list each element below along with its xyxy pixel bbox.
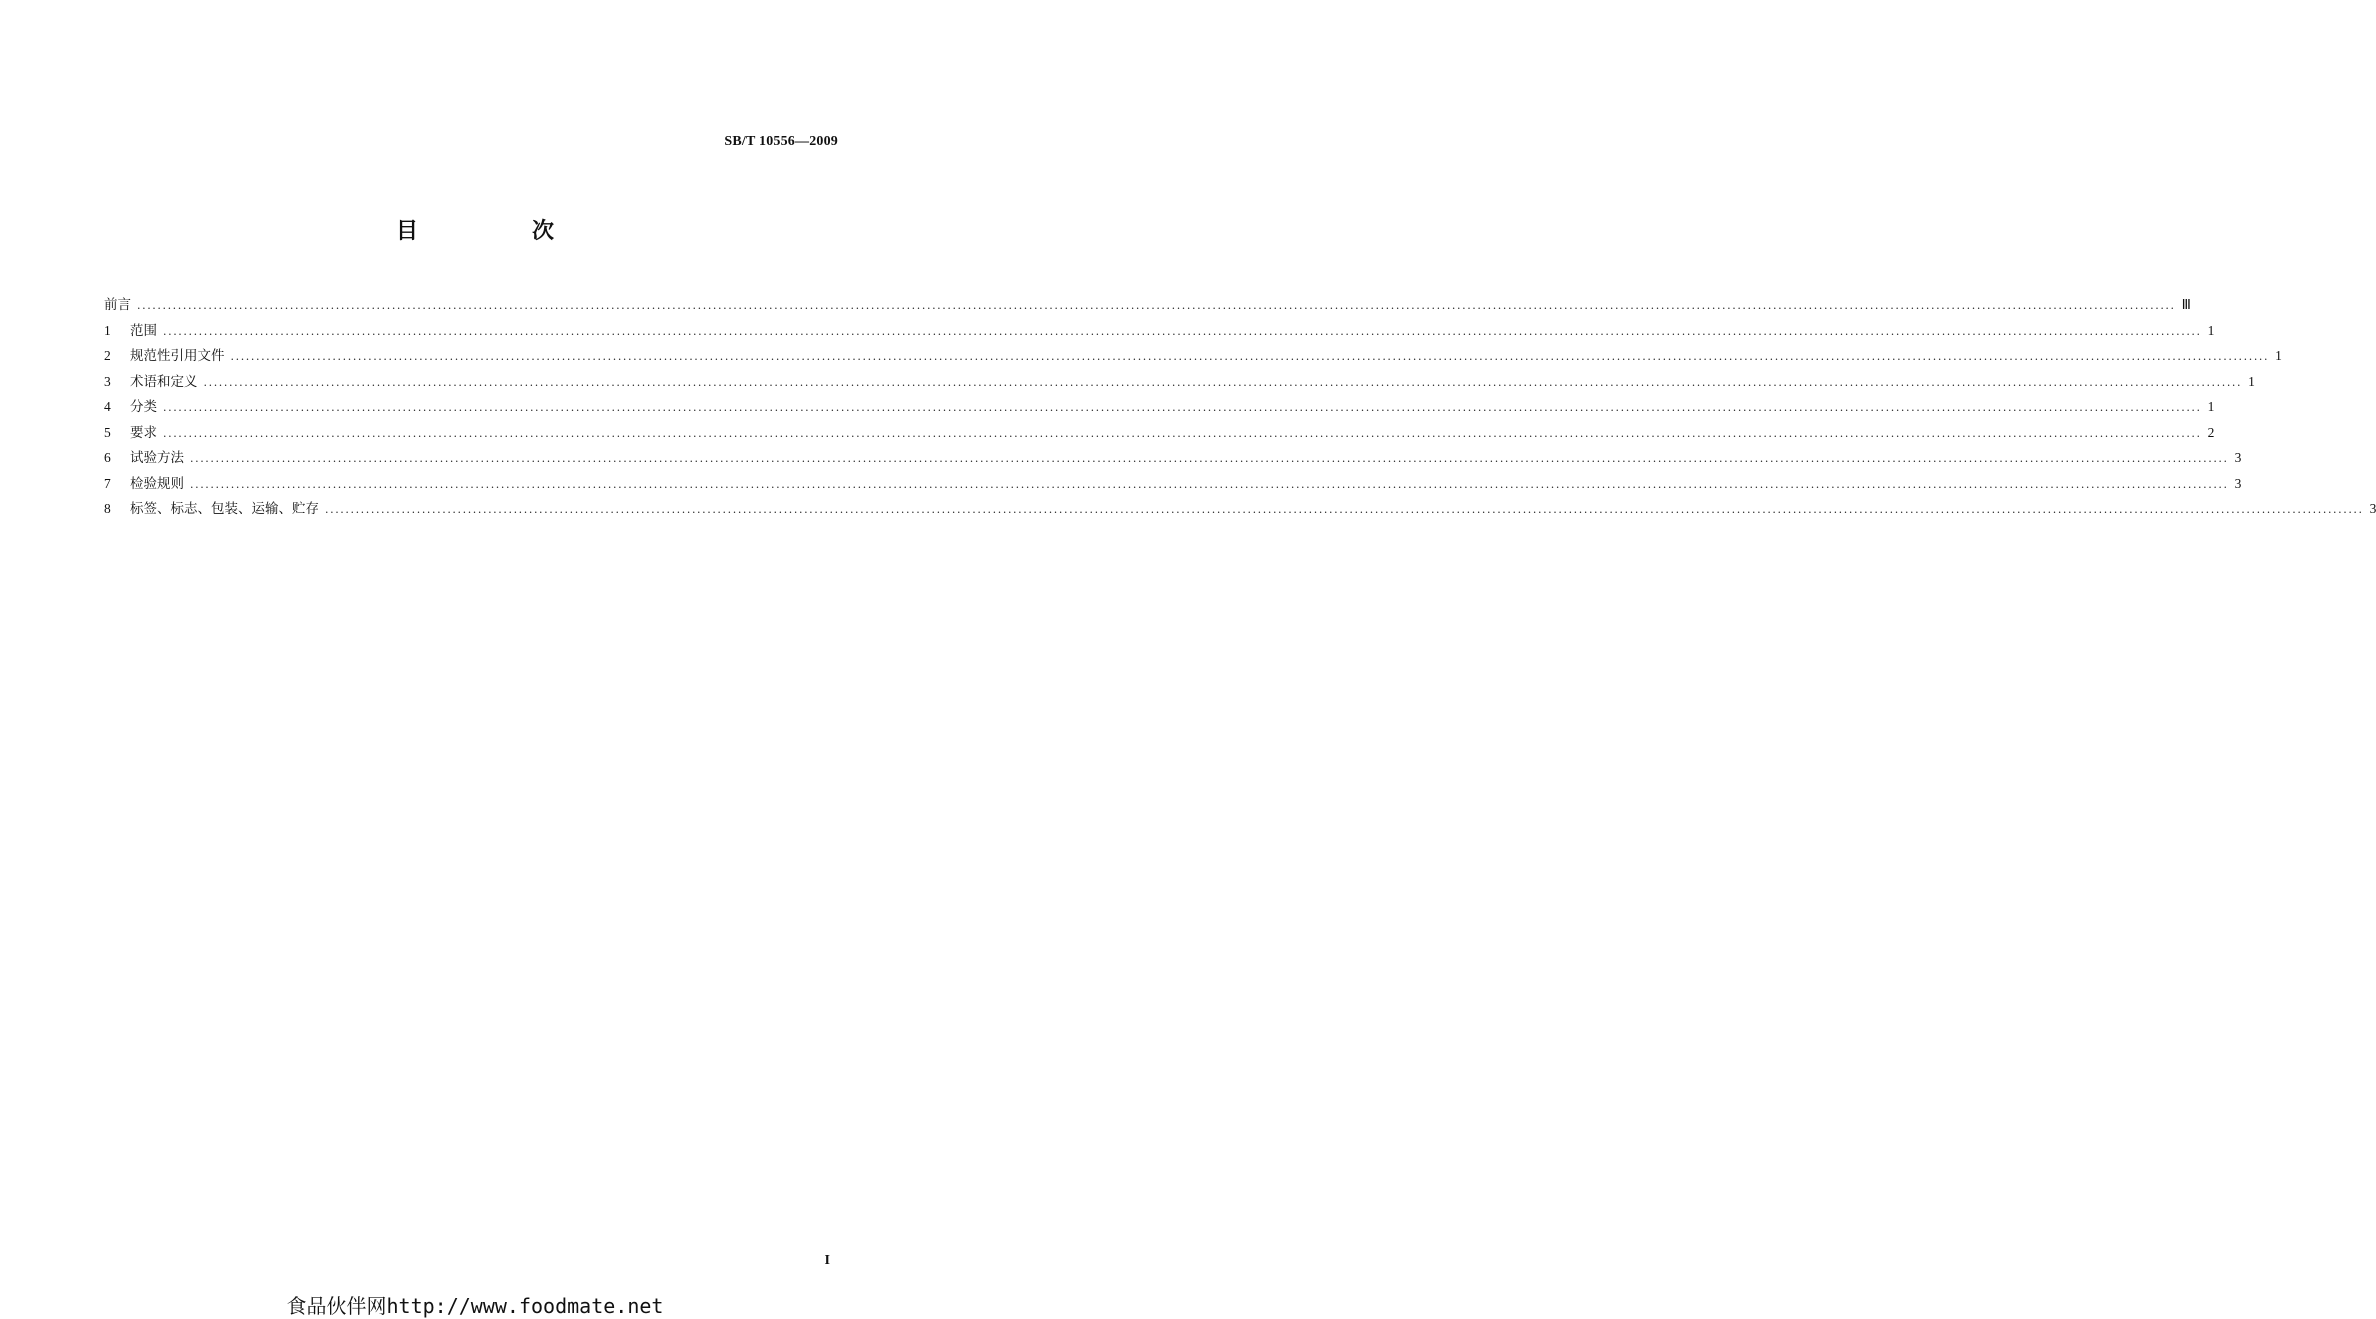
toc-entry-label: 要求	[130, 424, 157, 441]
toc-entry-requirements[interactable]	[104, 420, 2215, 446]
toc-entry-page: 1	[2275, 348, 2282, 363]
toc-entry-page: 3	[2234, 450, 2242, 465]
toc-entry-page: 1	[2207, 322, 2215, 338]
toc-entry-label: 前言	[104, 297, 131, 313]
toc-entry-label: 规范性引用文件	[130, 348, 225, 364]
toc-entry-page: 1	[2207, 399, 2215, 414]
page-number: I	[824, 1253, 830, 1268]
toc-entry-normative-references[interactable]	[104, 343, 2282, 369]
toc-entry-number: 2	[104, 348, 111, 363]
toc-entry-page: Ⅲ	[2181, 297, 2191, 312]
toc-entry-scope[interactable]	[104, 318, 2215, 344]
toc-title: 目 次	[395, 219, 600, 244]
toc-entry-page: 2	[2207, 424, 2215, 440]
toc-entry-label: 标签、标志、包装、运输、贮存	[130, 501, 319, 517]
toc-entry-foreword[interactable]	[104, 292, 2191, 318]
standard-code: SB/T 10556—2009	[724, 134, 838, 149]
toc-entry-number: 4	[104, 399, 111, 414]
toc-entry-labeling-packaging[interactable]	[104, 496, 2376, 522]
toc-entry-number: 1	[104, 322, 111, 338]
watermark: 食品伙伴网http://www.foodmate.net	[286, 1294, 664, 1318]
toc-leader-dots: ................................................................................................................................................................................................................................................................................................................................................................................................................	[163, 401, 2202, 414]
toc-leader-dots: ................................................................................................................................................................................................................................................................................................................................................................................................................	[325, 503, 2364, 516]
toc-leader-dots: ................................................................................................................................................................................................................................................................................................................................................................................................................	[190, 477, 2229, 491]
toc-leader-dots: ................................................................................................................................................................................................................................................................................................................................................................................................................	[230, 350, 2270, 363]
toc-entry-number: 8	[104, 501, 111, 516]
toc-entry-number: 7	[104, 475, 111, 491]
toc-entry-test-methods[interactable]	[104, 445, 2242, 471]
toc-entry-label: 术语和定义	[130, 373, 198, 390]
toc-leader-dots: ................................................................................................................................................................................................................................................................................................................................................................................................................	[190, 452, 2229, 465]
toc-entry-label: 分类	[130, 399, 157, 415]
toc-entry-classification[interactable]	[104, 394, 2215, 420]
toc-leader-dots: ................................................................................................................................................................................................................................................................................................................................................................................................................	[163, 324, 2202, 338]
toc-entry-page: 3	[2234, 475, 2242, 491]
toc-entry-label: 试验方法	[130, 450, 184, 466]
toc-entry-inspection-rules[interactable]	[104, 471, 2242, 497]
toc-entry-label: 范围	[130, 322, 157, 339]
toc-leader-dots: ................................................................................................................................................................................................................................................................................................................................................................................................................	[203, 375, 2243, 389]
toc-entry-number: 3	[104, 373, 111, 389]
toc-entry-number: 6	[104, 450, 111, 465]
toc-list	[104, 292, 2376, 522]
toc-entry-number: 5	[104, 424, 111, 440]
toc-leader-dots: ................................................................................................................................................................................................................................................................................................................................................................................................................	[137, 299, 2176, 312]
toc-entry-page: 1	[2248, 373, 2255, 389]
toc-leader-dots: ................................................................................................................................................................................................................................................................................................................................................................................................................	[163, 426, 2202, 440]
toc-entry-page: 3	[2369, 501, 2376, 516]
toc-entry-label: 检验规则	[130, 475, 184, 492]
toc-entry-terms-definitions[interactable]	[104, 369, 2255, 395]
